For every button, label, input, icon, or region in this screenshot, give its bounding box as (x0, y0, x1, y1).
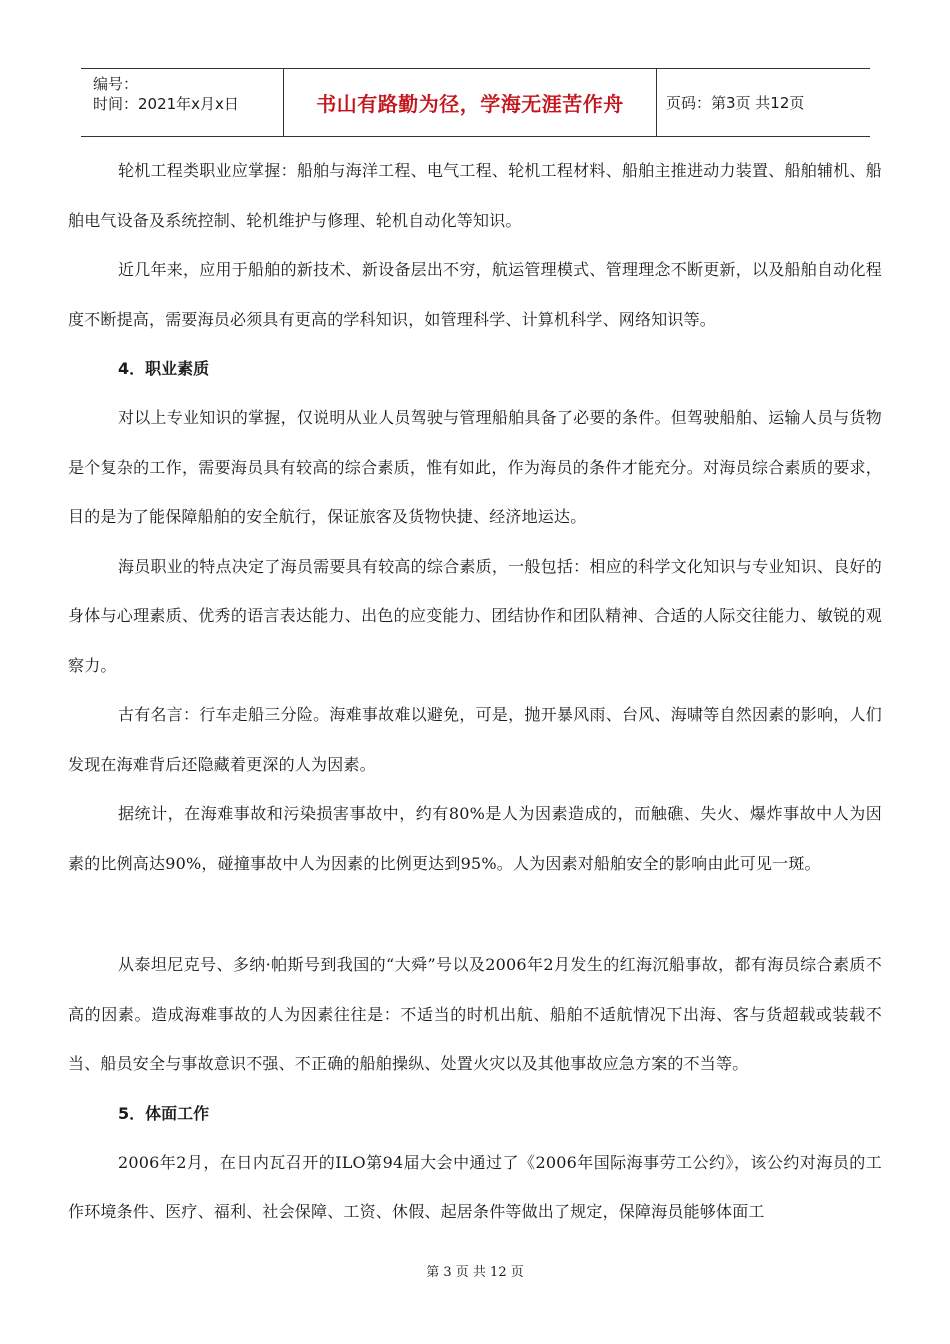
header-motto: 书山有路勤为径，学海无涯苦作舟 (316, 92, 624, 116)
document-date: 时间：2021年x月x日 (93, 95, 239, 113)
header-motto-cell (283, 69, 657, 136)
document-body (68, 146, 882, 1237)
header-page-info: 页码：第3页 共12页 (666, 94, 805, 112)
document-number-label: 编号： (93, 75, 139, 93)
section-heading: 4．职业素质 (118, 359, 210, 378)
paragraph: 据统计，在海难事故和污染损害事故中，约有80%是人为因素造成的，而触礁、失火、爆炸事故中人为因素的比例高达90%，碰撞事故中人为因素的比例更达到95%。人为因素对船舶安全的影响由此可见一斑。 (68, 804, 882, 873)
page-header (81, 68, 870, 137)
page-footer: 第 3 页 共 12 页 (426, 1265, 524, 1280)
paragraph: 2006年2月，在日内瓦召开的ILO第94届大会中通过了《2006年国际海事劳工公约》，该公约对海员的工作环境条件、医疗、福利、社会保障、工资、休假、起居条件等做出了规定，保障海员能够体面工 (68, 1152, 882, 1221)
paragraph: 古有名言：行车走船三分险。海难事故难以避免，可是，抛开暴风雨、台风、海啸等自然因素的影响，人们发现在海难背后还隐藏着更深的人为因素。 (68, 705, 882, 774)
header-meta (81, 69, 283, 136)
section-heading: 5．体面工作 (118, 1103, 210, 1123)
paragraph: 轮机工程类职业应掌握：船舶与海洋工程、电气工程、轮机工程材料、船舶主推进动力装置、船舶辅机、船舶电气设备及系统控制、轮机维护与修理、轮机自动化等知识。 (68, 161, 882, 230)
paragraph: 从泰坦尼克号、多纳·帕斯号到我国的“大舜”号以及2006年2月发生的红海沉船事故，都有海员综合素质不高的因素。造成海难事故的人为因素往往是：不适当的时机出航、船舶不适航情况下出海、客与货超载或装载不当、船员安全与事故意识不强、不正确的船舶操纵、处置火灾以及其他事故应急方案的不当等。 (68, 955, 882, 1073)
paragraph: 近几年来，应用于船舶的新技术、新设备层出不穷，航运管理模式、管理理念不断更新，以及船舶自动化程度不断提高，需要海员必须具有更高的学科知识，如管理科学、计算机科学、网络知识等。 (68, 260, 882, 329)
paragraph: 海员职业的特点决定了海员需要具有较高的综合素质，一般包括：相应的科学文化知识与专业知识、良好的身体与心理素质、优秀的语言表达能力、出色的应变能力、团结协作和团队精神、合适的人际交往能力、敏锐的观察力。 (68, 556, 882, 675)
paragraph: 对以上专业知识的掌握，仅说明从业人员驾驶与管理船舶具备了必要的条件。但驾驶船舶、运输人员与货物是个复杂的工作，需要海员具有较高的综合素质，惟有如此，作为海员的条件才能充分。对海员综合素质的要求，目的是为了能保障船舶的安全航行，保证旅客及货物快捷、经济地运达。 (68, 408, 882, 526)
spacer (68, 888, 882, 940)
